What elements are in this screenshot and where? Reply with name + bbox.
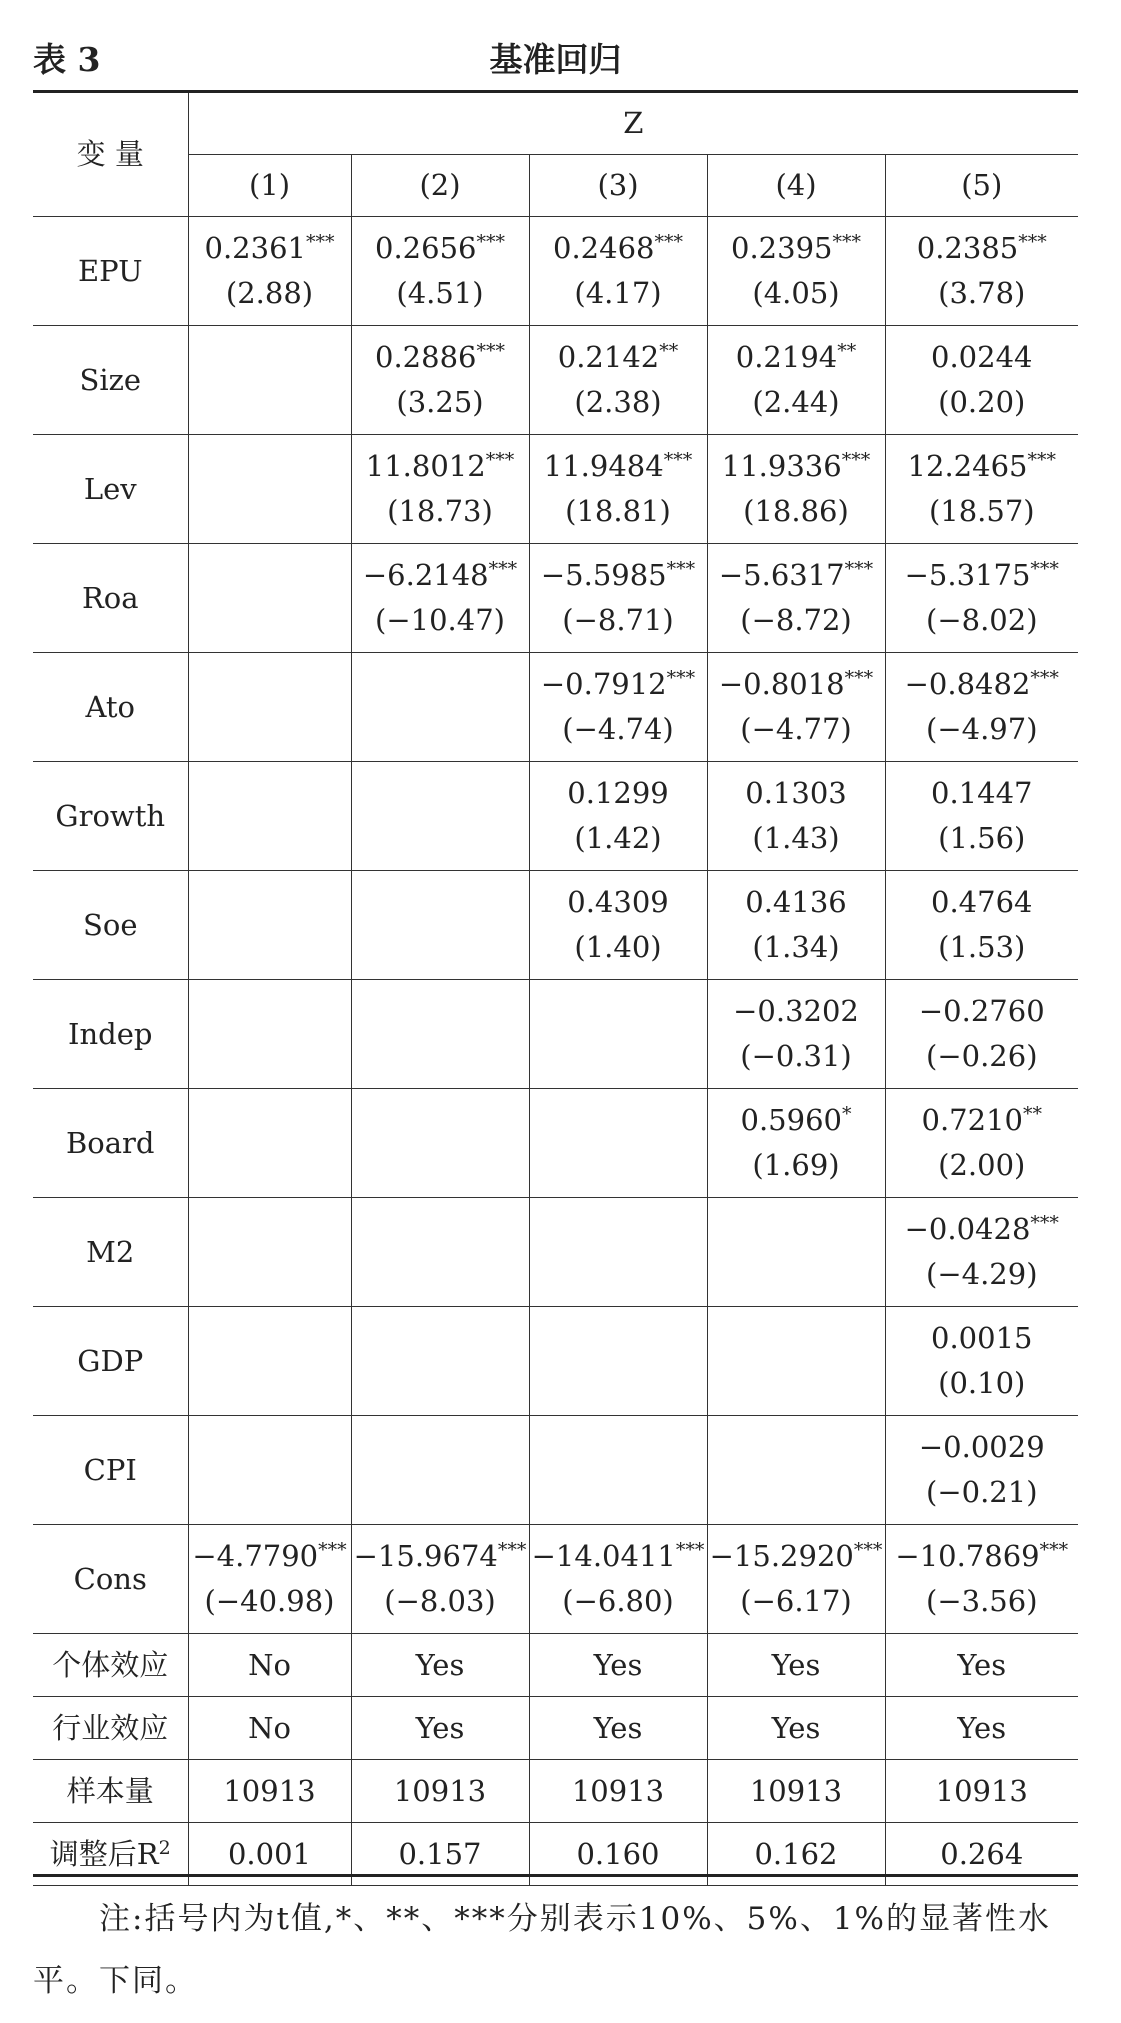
coefficient-value: 0.1447 <box>931 776 1033 811</box>
summary-value: No <box>188 1697 351 1760</box>
result-cell <box>188 435 351 544</box>
coefficient-value: 0.4136 <box>745 885 847 920</box>
t-statistic: (1.53) <box>938 930 1026 964</box>
table-note: 注:括号内为t值,*、**、***分别表示10%、5%、1%的显著性水平。下同。 <box>33 1901 1052 1999</box>
t-statistic: (−0.21) <box>926 1475 1038 1509</box>
result-cell <box>188 1198 351 1307</box>
coefficient <box>708 880 885 925</box>
t-statistic: (−8.02) <box>926 603 1038 637</box>
coefficient-value: 0.2361 <box>204 231 306 266</box>
significance-stars: *** <box>485 449 515 472</box>
coefficient-value: 0.7210 <box>921 1103 1023 1138</box>
result-cell <box>707 871 885 980</box>
coefficient <box>530 444 707 489</box>
result-cell <box>351 1089 529 1198</box>
result-cell <box>351 326 529 435</box>
coefficient <box>352 444 529 489</box>
table-row <box>33 435 1078 544</box>
significance-stars: *** <box>666 558 696 581</box>
t-statistic: (−8.72) <box>740 603 852 637</box>
summary-value: Yes <box>529 1697 707 1760</box>
coefficient <box>886 1098 1079 1143</box>
result-cell <box>885 871 1078 980</box>
summary-value: Yes <box>529 1634 707 1697</box>
result-cell <box>351 1416 529 1525</box>
result-cell <box>188 980 351 1089</box>
coefficient <box>886 771 1079 816</box>
t-statistic: (3.25) <box>396 385 484 419</box>
t-statistic: (−10.47) <box>375 603 505 637</box>
significance-stars: *** <box>476 231 505 254</box>
coefficient <box>886 880 1079 925</box>
coefficient-value: −0.7912 <box>540 667 667 702</box>
summary-value: 10913 <box>885 1760 1078 1823</box>
variable-name: Growth <box>33 762 188 871</box>
result-cell <box>188 1089 351 1198</box>
result-cell <box>529 435 707 544</box>
summary-value: Yes <box>707 1634 885 1697</box>
result-cell <box>707 1198 885 1307</box>
result-cell <box>707 544 885 653</box>
result-cell <box>529 762 707 871</box>
significance-stars: *** <box>844 558 874 581</box>
result-cell <box>188 217 351 326</box>
significance-stars: *** <box>666 667 696 690</box>
table-row <box>33 326 1078 435</box>
result-cell <box>188 871 351 980</box>
result-cell <box>529 653 707 762</box>
result-cell <box>351 435 529 544</box>
variable-name: M2 <box>33 1198 188 1307</box>
table-row <box>33 544 1078 653</box>
table-row <box>33 653 1078 762</box>
coefficient-value: 0.0015 <box>931 1321 1033 1356</box>
result-cell <box>885 1525 1078 1634</box>
result-cell <box>707 326 885 435</box>
summary-label <box>33 1697 188 1760</box>
coefficient <box>189 1534 351 1579</box>
variable-name: Board <box>33 1089 188 1198</box>
t-statistic: (1.43) <box>752 821 840 855</box>
summary-label-text: 样本量 <box>66 1773 154 1808</box>
result-cell <box>885 980 1078 1089</box>
t-statistic: (18.81) <box>565 494 671 528</box>
result-cell <box>529 1089 707 1198</box>
summary-row <box>33 1634 1078 1697</box>
result-cell <box>707 1307 885 1416</box>
coefficient-value: 0.2194 <box>735 340 838 375</box>
coefficient-value: −5.5985 <box>540 558 667 593</box>
t-statistic: (2.88) <box>225 276 314 310</box>
summary-value: 0.264 <box>885 1823 1078 1886</box>
t-statistic: (0.20) <box>938 385 1026 419</box>
result-cell <box>885 1307 1078 1416</box>
result-cell <box>707 653 885 762</box>
coefficient <box>352 1534 529 1579</box>
coefficient <box>708 1098 885 1143</box>
table-row <box>33 871 1078 980</box>
summary-label <box>33 1760 188 1823</box>
table-body <box>33 93 1078 1886</box>
coefficient-value: 11.9336 <box>721 449 842 484</box>
coefficient-value: 12.2465 <box>907 449 1028 484</box>
t-statistic: (2.44) <box>752 385 840 419</box>
result-cell <box>351 1198 529 1307</box>
coefficient <box>189 226 351 271</box>
coefficient-value: 11.9484 <box>543 449 664 484</box>
coefficient <box>886 226 1079 271</box>
significance-stars: *** <box>1039 1539 1069 1562</box>
table-row <box>33 1198 1078 1307</box>
coefficient <box>886 662 1079 707</box>
result-cell <box>885 1198 1078 1307</box>
result-cell <box>188 326 351 435</box>
summary-value: 10913 <box>529 1760 707 1823</box>
result-cell <box>351 980 529 1089</box>
result-cell <box>885 653 1078 762</box>
coefficient <box>886 553 1079 598</box>
coefficient-value: −14.0411 <box>531 1539 676 1574</box>
variable-name: GDP <box>33 1307 188 1416</box>
summary-label-text: 行业效应 <box>52 1710 169 1745</box>
summary-value: 10913 <box>707 1760 885 1823</box>
coefficient <box>886 1316 1079 1361</box>
coefficient-value: 0.1303 <box>745 776 847 811</box>
result-cell <box>707 1525 885 1634</box>
summary-label <box>33 1634 188 1697</box>
result-cell <box>529 544 707 653</box>
significance-stars: *** <box>1018 231 1047 254</box>
significance-stars: *** <box>853 1539 883 1562</box>
table-title: 基准回归 <box>489 40 622 79</box>
t-statistic: (−6.17) <box>740 1584 852 1618</box>
result-cell <box>351 217 529 326</box>
coefficient <box>708 989 885 1034</box>
summary-value: 0.162 <box>707 1823 885 1886</box>
variable-name: Indep <box>33 980 188 1089</box>
t-statistic: (18.57) <box>928 494 1035 528</box>
coefficient-value: 0.2385 <box>916 231 1019 266</box>
t-statistic: (4.17) <box>574 276 662 310</box>
result-cell <box>188 544 351 653</box>
table-row <box>33 1416 1078 1525</box>
variable-name: Roa <box>33 544 188 653</box>
t-statistic: (18.73) <box>387 494 493 528</box>
coefficient-value: −0.8018 <box>718 667 845 702</box>
result-cell <box>707 980 885 1089</box>
coefficient <box>530 553 707 598</box>
summary-value: Yes <box>351 1634 529 1697</box>
table-row <box>33 217 1078 326</box>
coefficient-value: 0.4764 <box>931 885 1033 920</box>
coefficient <box>708 444 885 489</box>
bottom-rule <box>33 1874 1078 1877</box>
coefficient <box>886 444 1079 489</box>
table-label: 表 3 <box>33 40 101 79</box>
result-cell <box>885 217 1078 326</box>
coefficient <box>530 771 707 816</box>
table-row <box>33 1307 1078 1416</box>
coefficient-value: 0.1299 <box>567 776 669 811</box>
summary-value: Yes <box>885 1634 1078 1697</box>
coefficient-value: 0.0244 <box>931 340 1033 375</box>
superscript: 2 <box>158 1836 171 1859</box>
significance-stars: *** <box>844 667 874 690</box>
t-statistic: (−3.56) <box>926 1584 1038 1618</box>
result-cell <box>529 1525 707 1634</box>
variable-name: Size <box>33 326 188 435</box>
t-statistic: (−4.74) <box>562 712 674 746</box>
t-statistic: (−4.97) <box>926 712 1038 746</box>
coefficient <box>708 662 885 707</box>
variable-header: 变 量 <box>33 93 188 217</box>
significance-stars: *** <box>675 1539 705 1562</box>
significance-stars: *** <box>305 231 335 254</box>
significance-stars: *** <box>832 231 861 254</box>
result-cell <box>885 1089 1078 1198</box>
result-cell <box>188 1416 351 1525</box>
significance-stars: *** <box>497 1539 527 1562</box>
t-statistic: (18.86) <box>743 494 849 528</box>
t-statistic: (4.51) <box>396 276 484 310</box>
t-statistic: (0.10) <box>938 1366 1026 1400</box>
coefficient <box>886 989 1079 1034</box>
header-row-dep <box>33 93 1078 155</box>
significance-stars: *** <box>318 1539 347 1562</box>
summary-value: No <box>188 1634 351 1697</box>
table-title-row <box>33 28 1078 80</box>
summary-value: 0.160 <box>529 1823 707 1886</box>
t-statistic: (−8.03) <box>384 1584 496 1618</box>
significance-stars: *** <box>1030 1212 1059 1235</box>
result-cell <box>529 217 707 326</box>
result-cell <box>351 762 529 871</box>
coefficient <box>530 880 707 925</box>
coefficient <box>886 335 1079 380</box>
t-statistic: (1.56) <box>938 821 1026 855</box>
significance-stars: *** <box>476 340 505 363</box>
column-header: (5) <box>885 155 1078 217</box>
result-cell <box>885 435 1078 544</box>
significance-stars: *** <box>654 231 683 254</box>
summary-value: 10913 <box>188 1760 351 1823</box>
t-statistic: (1.40) <box>574 930 662 964</box>
significance-stars: * <box>841 1103 852 1126</box>
result-cell <box>351 1525 529 1634</box>
t-statistic: (4.05) <box>752 276 840 310</box>
result-cell <box>351 544 529 653</box>
significance-stars: *** <box>841 449 871 472</box>
coefficient-value: −0.8482 <box>904 667 1031 702</box>
summary-value: 0.157 <box>351 1823 529 1886</box>
t-statistic: (−0.26) <box>926 1039 1038 1073</box>
significance-stars: ** <box>1023 1103 1042 1126</box>
t-statistic: (3.78) <box>938 276 1026 310</box>
summary-label-text: 调整后R <box>49 1836 159 1871</box>
summary-value: Yes <box>707 1697 885 1760</box>
header-row-columns <box>33 155 1078 217</box>
result-cell <box>885 326 1078 435</box>
coefficient-value: 0.4309 <box>567 885 669 920</box>
coefficient-value: 0.5960 <box>740 1103 842 1138</box>
coefficient <box>352 226 529 271</box>
result-cell <box>707 435 885 544</box>
coefficient <box>352 553 529 598</box>
column-header: (2) <box>351 155 529 217</box>
coefficient-value: −6.2148 <box>362 558 489 593</box>
variable-name: Cons <box>33 1525 188 1634</box>
coefficient-value: −15.9674 <box>353 1539 498 1574</box>
significance-stars: *** <box>1027 449 1056 472</box>
coefficient <box>886 1425 1079 1470</box>
t-statistic: (−4.77) <box>740 712 852 746</box>
summary-row <box>33 1760 1078 1823</box>
coefficient-value: 0.2656 <box>375 231 477 266</box>
summary-value: Yes <box>351 1697 529 1760</box>
result-cell <box>188 1307 351 1416</box>
coefficient <box>886 1534 1079 1579</box>
result-cell <box>885 762 1078 871</box>
variable-name: Ato <box>33 653 188 762</box>
result-cell <box>188 653 351 762</box>
column-header: (3) <box>529 155 707 217</box>
result-cell <box>707 762 885 871</box>
summary-value: 10913 <box>351 1760 529 1823</box>
coefficient <box>708 226 885 271</box>
table-row <box>33 1089 1078 1198</box>
result-cell <box>529 1198 707 1307</box>
t-statistic: (−40.98) <box>204 1584 335 1618</box>
coefficient <box>708 1534 885 1579</box>
result-cell <box>707 217 885 326</box>
significance-stars: ** <box>837 340 857 363</box>
table-row <box>33 980 1078 1089</box>
variable-name: EPU <box>33 217 188 326</box>
variable-name: CPI <box>33 1416 188 1525</box>
significance-stars: ** <box>659 340 679 363</box>
coefficient-value: −4.7790 <box>192 1539 319 1574</box>
dependent-variable-header: Z <box>188 93 1078 155</box>
summary-row <box>33 1697 1078 1760</box>
coefficient-value: −5.3175 <box>904 558 1031 593</box>
result-cell <box>351 653 529 762</box>
coefficient <box>708 335 885 380</box>
result-cell <box>885 544 1078 653</box>
significance-stars: *** <box>1030 667 1059 690</box>
coefficient-value: −0.0029 <box>918 1430 1045 1465</box>
t-statistic: (2.38) <box>574 385 662 419</box>
result-cell <box>529 1416 707 1525</box>
coefficient-value: −0.2760 <box>918 994 1045 1029</box>
coefficient-value: −15.2920 <box>709 1539 854 1574</box>
coefficient-value: −5.6317 <box>718 558 845 593</box>
significance-stars: *** <box>488 558 518 581</box>
coefficient <box>708 553 885 598</box>
t-statistic: (−8.71) <box>562 603 674 637</box>
result-cell <box>188 1525 351 1634</box>
coefficient <box>708 771 885 816</box>
coefficient-value: 0.2886 <box>375 340 477 375</box>
regression-table <box>33 93 1078 1886</box>
coefficient-value: −0.0428 <box>904 1212 1031 1247</box>
coefficient-value: −10.7869 <box>895 1539 1040 1574</box>
t-statistic: (−0.31) <box>740 1039 852 1073</box>
coefficient <box>530 335 707 380</box>
summary-value: 0.001 <box>188 1823 351 1886</box>
summary-label-text: 个体效应 <box>52 1647 169 1682</box>
coefficient <box>530 226 707 271</box>
t-statistic: (1.69) <box>752 1148 840 1182</box>
t-statistic: (1.42) <box>574 821 662 855</box>
significance-stars: *** <box>663 449 693 472</box>
result-cell <box>351 871 529 980</box>
variable-name: Lev <box>33 435 188 544</box>
t-statistic: (−4.29) <box>926 1257 1038 1291</box>
coefficient-value: 0.2468 <box>553 231 655 266</box>
coefficient <box>530 662 707 707</box>
t-statistic: (1.34) <box>752 930 840 964</box>
coefficient-value: 0.2142 <box>557 340 660 375</box>
coefficient-value: 11.8012 <box>365 449 486 484</box>
coefficient <box>530 1534 707 1579</box>
t-statistic: (2.00) <box>938 1148 1026 1182</box>
coefficient-value: 0.2395 <box>731 231 833 266</box>
result-cell <box>351 1307 529 1416</box>
table-row <box>33 1525 1078 1634</box>
result-cell <box>529 871 707 980</box>
variable-name: Soe <box>33 871 188 980</box>
summary-value: Yes <box>885 1697 1078 1760</box>
significance-stars: *** <box>1030 558 1059 581</box>
coefficient <box>352 335 529 380</box>
column-header: (1) <box>188 155 351 217</box>
result-cell <box>707 1416 885 1525</box>
coefficient-value: −0.3202 <box>733 994 859 1029</box>
column-header: (4) <box>707 155 885 217</box>
coefficient <box>886 1207 1079 1252</box>
result-cell <box>188 762 351 871</box>
t-statistic: (−6.80) <box>562 1584 674 1618</box>
table-row <box>33 762 1078 871</box>
result-cell <box>529 326 707 435</box>
result-cell <box>885 1416 1078 1525</box>
result-cell <box>707 1089 885 1198</box>
result-cell <box>529 980 707 1089</box>
result-cell <box>529 1307 707 1416</box>
